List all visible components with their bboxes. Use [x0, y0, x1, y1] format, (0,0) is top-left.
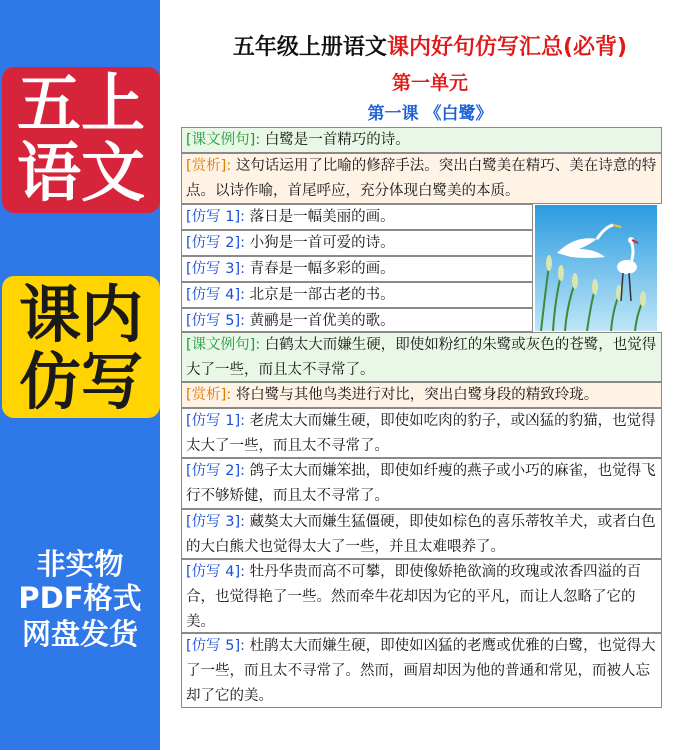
table-row [181, 509, 662, 559]
row-text: 鸽子太大而嫌笨拙，即使如纤瘦的燕子或小巧的麻雀，也觉得飞行不够矫健，而且太不寻常了。 [186, 463, 656, 504]
title-prefix: 五年级上册语文 [232, 35, 387, 60]
row-tag: [仿写 1]: [186, 209, 246, 225]
sidebar [0, 0, 160, 750]
row-tag: [仿写 5]: [186, 638, 246, 654]
badge-content-line1: 课内 [18, 278, 143, 351]
badge-grade-line1: 五上 [17, 68, 145, 142]
table-row [181, 256, 533, 282]
lesson-heading: 第一课 《白鹭》 [367, 104, 493, 124]
row-tag: [仿写 2]: [186, 463, 246, 479]
row-text: 这句话运用了比喻的修辞手法。突出白鹭美在精巧、美在诗意的特点。以诗作喻，首尾呼应，充分体现白鹭美的本质。 [186, 158, 657, 199]
table-row [181, 308, 533, 332]
row-tag: [课文例句]: [186, 337, 261, 353]
table-row [181, 408, 662, 458]
badge-grade-subject [2, 67, 160, 213]
row-tag: [仿写 5]: [186, 313, 246, 329]
row-tag: [仿写 4]: [186, 564, 246, 580]
table-row [181, 633, 662, 708]
row-text: 将白鹭与其他鸟类进行对比，突出白鹭身段的精致玲珑。 [235, 387, 599, 403]
row-tag: [仿写 3]: [186, 261, 246, 277]
badge-grade-line2: 语文 [17, 137, 145, 212]
promo-line-1: 非实物 [36, 547, 124, 581]
table-row [181, 282, 533, 308]
badge-content-line2: 仿写 [18, 344, 143, 418]
egret-illustration [535, 205, 657, 331]
table-row [181, 458, 662, 509]
unit-heading: 第一单元 [391, 72, 468, 94]
table-row [181, 127, 662, 153]
row-tag: [仿写 3]: [186, 514, 246, 530]
promo-line-2: PDF格式 [18, 581, 142, 615]
table-row [181, 153, 662, 204]
row-text: 青春是一幅多彩的画。 [249, 261, 395, 277]
page-title [180, 30, 680, 61]
row-text: 黄鹂是一首优美的歌。 [249, 313, 395, 329]
row-text: 小狗是一首可爱的诗。 [249, 235, 395, 251]
row-tag: [赏析]: [186, 158, 232, 174]
row-text: 白鹭是一首精巧的诗。 [264, 132, 410, 148]
table-row [181, 382, 662, 408]
row-text: 老虎太大而嫌生硬，即使如吃肉的豹子，或凶猛的豹猫，也觉得太大了一些，而且太不寻常了。 [186, 413, 656, 454]
row-tag: [课文例句]: [186, 132, 261, 148]
row-tag: [仿写 4]: [186, 287, 246, 303]
promo-line-3: 网盘发货 [21, 617, 138, 651]
title-highlight: 课内好句仿写汇总(必背) [386, 35, 628, 60]
row-tag: [仿写 1]: [186, 413, 246, 429]
table-row [181, 559, 662, 633]
badge-content-type [2, 276, 160, 418]
row-text: 牡丹华贵而高不可攀，即使像娇艳欲滴的玫瑰或浓香四溢的百合，也觉得艳了一些。然而牵牛花却因为它的平凡，而让人忽略了它的美。 [186, 564, 642, 630]
row-text: 白鹤太大而嫌生硬，即使如粉红的朱鹭或灰色的苍鹭，也觉得大了一些，而且太不寻常了。 [186, 337, 657, 378]
row-text: 落日是一幅美丽的画。 [249, 209, 395, 225]
row-tag: [赏析]: [186, 387, 232, 403]
row-text: 北京是一部古老的书。 [249, 287, 395, 303]
row-text: 杜鹃太大而嫌生硬，即使如凶猛的老鹰或优雅的白鹭，也觉得大了一些，而且太不寻常了。然而，画眉却因为他的普通和常见，而被人忘却了它的美。 [186, 638, 656, 704]
row-tag: [仿写 2]: [186, 235, 246, 251]
table-row [181, 230, 533, 256]
table-row [181, 332, 662, 382]
row-text: 藏獒太大而嫌生猛僵硬，即使如棕色的喜乐蒂牧羊犬，或者白色的大白熊犬也觉得太大了一些，并且太难喂养了。 [186, 514, 656, 555]
table-row [181, 204, 533, 230]
